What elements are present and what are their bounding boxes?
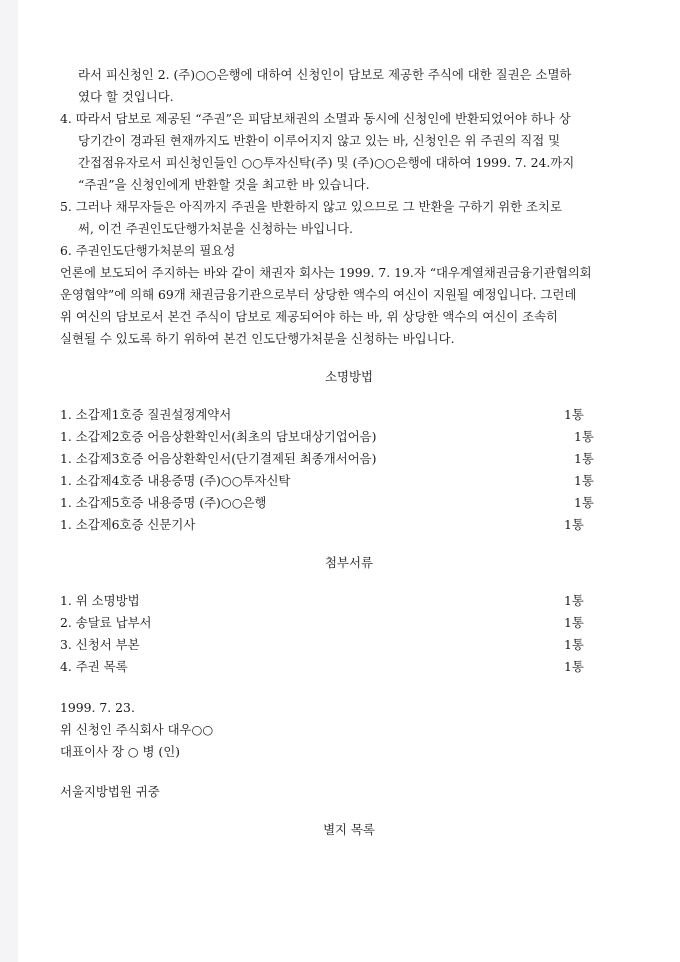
court-addressee: 서울지방법원 귀중 xyxy=(60,784,160,799)
evidence-row xyxy=(60,471,594,491)
annex-title: 별지 목록 xyxy=(323,822,375,837)
evidence-row xyxy=(60,449,594,469)
evidence-count: 1통 xyxy=(564,517,584,532)
evidence-row xyxy=(60,405,590,425)
para6-line-3: 위 여신의 담보로서 본건 주식이 담보로 제공되어야 하는 바, 위 상당한 액수의 여신이 조속히 xyxy=(60,309,559,324)
evidence-label: 1. 소갑제6호증 신문기사 xyxy=(60,517,196,532)
signature-applicant: 위 신청인 주식회사 대우○○ xyxy=(60,722,214,737)
para6-line-2: 운영협약”에 의해 69개 채권금융기관으로부터 상당한 액수의 여신이 지원될 예정입니다. 그런데 xyxy=(60,287,577,302)
evidence-row xyxy=(60,493,594,513)
attachment-label: 2. 송달료 납부서 xyxy=(60,615,152,630)
evidence-label: 1. 소갑제1호증 질권설정계약서 xyxy=(60,407,232,422)
evidence-count: 1통 xyxy=(574,451,594,466)
attachment-row xyxy=(60,657,590,677)
evidence-label: 1. 소갑제3호증 어음상환확인서(단기결제된 최종개서어음) xyxy=(60,451,377,466)
para5-line-1: 5. 그러나 채무자들은 아직까지 주권을 반환하지 않고 있으므로 그 반환을 구하기 위한 조치로 xyxy=(60,199,562,214)
attachment-label: 1. 위 소명방법 xyxy=(60,593,140,608)
attachment-row xyxy=(60,591,590,611)
para4-line-1: 4. 따라서 담보로 제공된 “주권”은 피담보채권의 소멸과 동시에 신청인에 반환되었어야 하나 상 xyxy=(60,111,571,126)
para3-line-2: 였다 할 것입니다. xyxy=(78,89,174,104)
attachment-row xyxy=(60,635,590,655)
evidence-label: 1. 소갑제5호증 내용증명 (주)○○은행 xyxy=(60,495,267,510)
evidence-count: 1통 xyxy=(574,429,594,444)
evidence-count: 1통 xyxy=(574,473,594,488)
para4-line-2: 당기간이 경과된 현재까지도 반환이 이루어지지 않고 있는 바, 신청인은 위 주권의 직접 및 xyxy=(78,133,561,148)
attachment-count: 1통 xyxy=(564,615,584,630)
para3-line-1: 라서 피신청인 2. (주)○○은행에 대하여 신청인이 담보로 제공한 주식에 대한 질권은 소멸하 xyxy=(78,67,572,82)
attachment-count: 1통 xyxy=(564,593,584,608)
para6-heading: 6. 주권인도단행가처분의 필요성 xyxy=(60,243,236,258)
attachment-count: 1통 xyxy=(564,659,584,674)
evidence-count: 1통 xyxy=(564,407,584,422)
attachments-title: 첨부서류 xyxy=(325,555,373,570)
para4-line-3: 간접점유자로서 피신청인들인 ○○투자신탁(주) 및 (주)○○은행에 대하여 1999. 7. 24.까지 xyxy=(78,155,575,170)
para6-line-1: 언론에 보도되어 주지하는 바와 같이 채권자 회사는 1999. 7. 19.자 “대우계열채권금융기관협의회 xyxy=(60,265,592,280)
document-page xyxy=(18,0,680,962)
attachment-row xyxy=(60,613,590,633)
evidence-row xyxy=(60,515,590,535)
signature-representative: 대표이사 장 ○ 병 (인) xyxy=(60,744,181,759)
para5-line-2: 써, 이건 주권인도단행가처분을 신청하는 바입니다. xyxy=(78,221,353,236)
evidence-count: 1통 xyxy=(574,495,594,510)
evidence-label: 1. 소갑제4호증 내용증명 (주)○○투자신탁 xyxy=(60,473,291,488)
attachment-label: 4. 주권 목록 xyxy=(60,659,128,674)
para6-line-4: 실현될 수 있도록 하기 위하여 본건 인도단행가처분을 신청하는 바입니다. xyxy=(60,331,455,346)
evidence-label: 1. 소갑제2호증 어음상환확인서(최초의 담보대상기업어음) xyxy=(60,429,377,444)
signature-date: 1999. 7. 23. xyxy=(60,700,135,715)
para4-line-4: “주권”을 신청인에게 반환할 것을 최고한 바 있습니다. xyxy=(78,177,370,192)
evidence-title: 소명방법 xyxy=(325,369,373,384)
attachment-label: 3. 신청서 부본 xyxy=(60,637,140,652)
attachment-count: 1통 xyxy=(564,637,584,652)
evidence-row xyxy=(60,427,594,447)
